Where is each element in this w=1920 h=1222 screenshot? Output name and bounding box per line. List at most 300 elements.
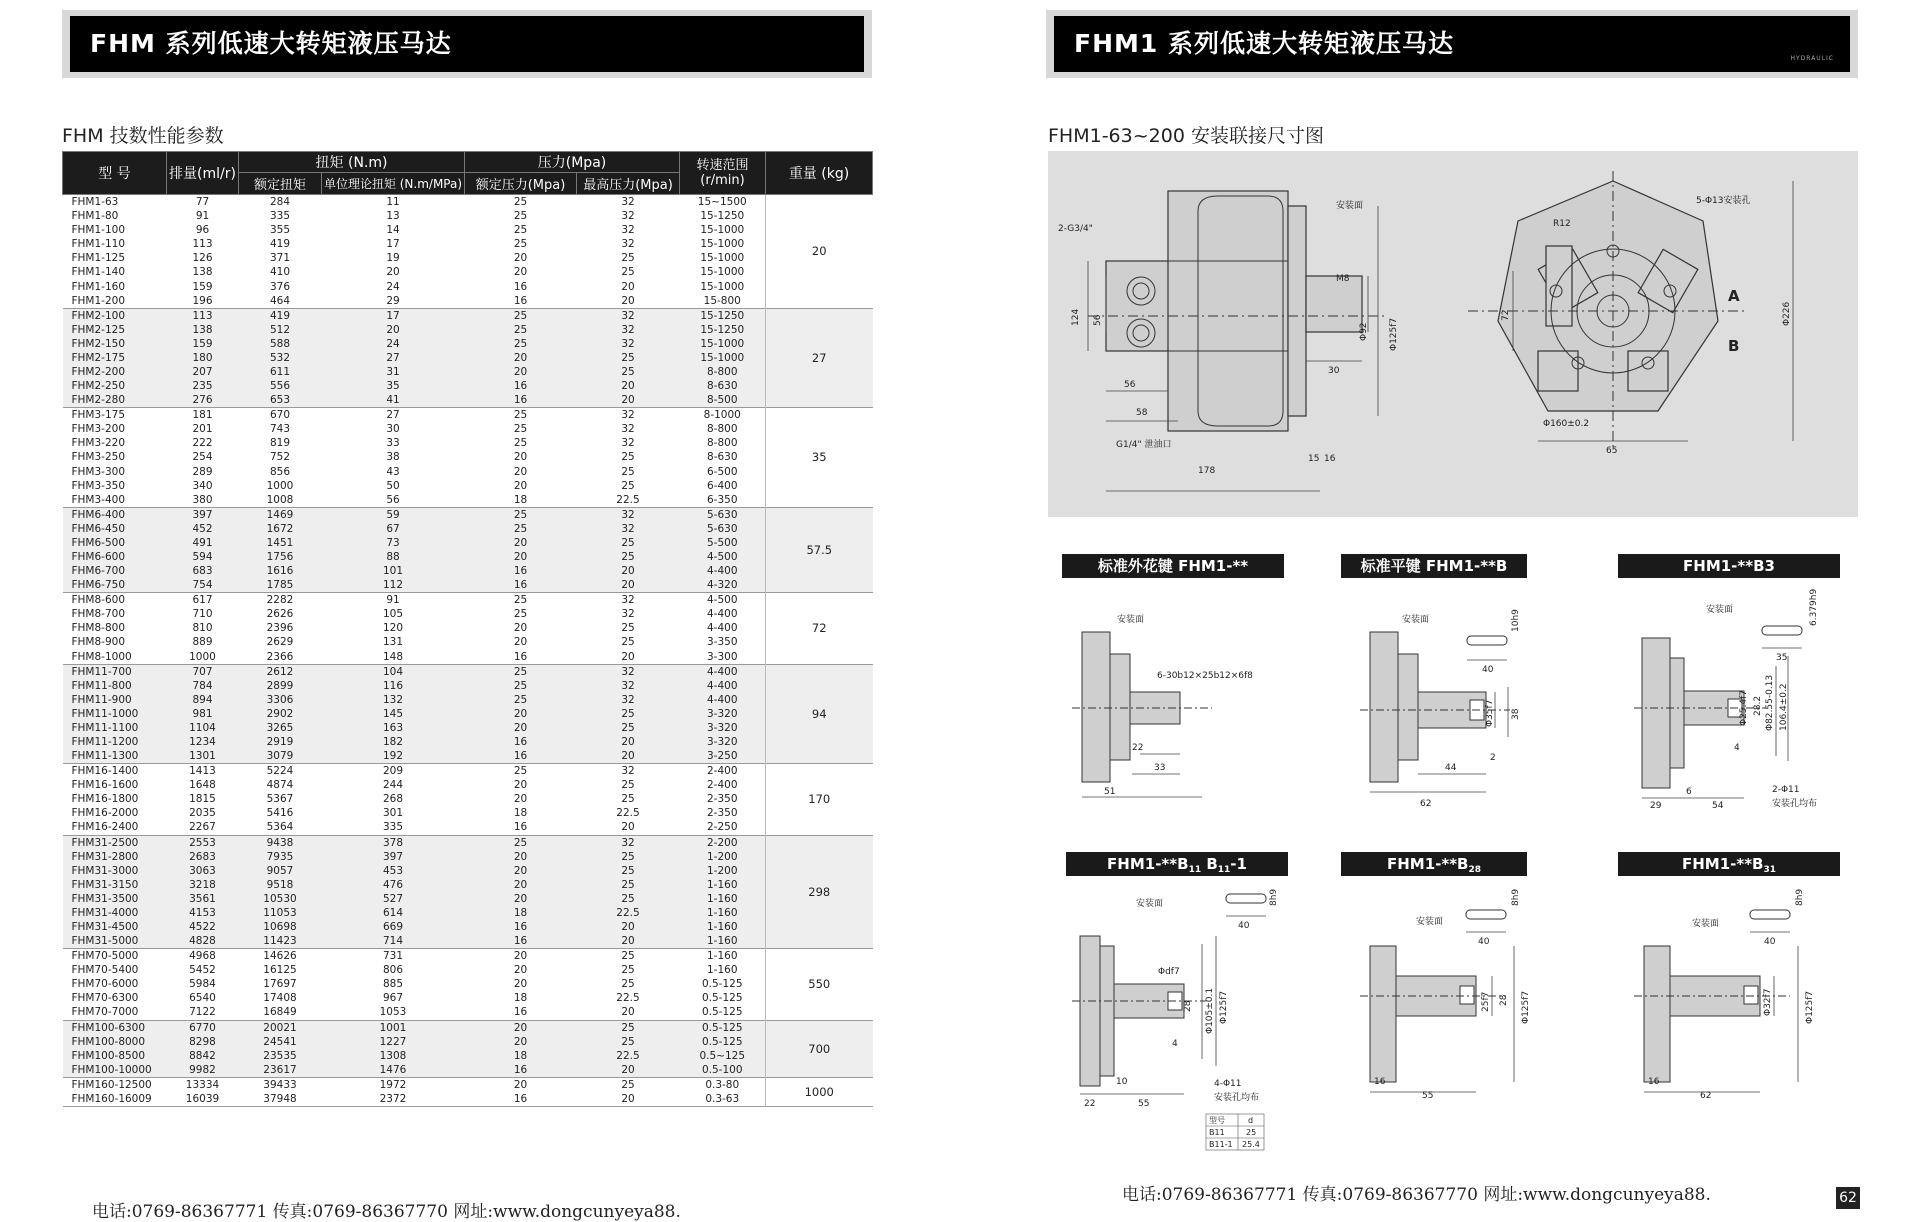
table-cell: 527 bbox=[322, 892, 465, 906]
label-holes: 5-Φ13安装孔 bbox=[1696, 196, 1751, 206]
mini-table-r1c2: 25 bbox=[1246, 1128, 1257, 1137]
table-cell: 670 bbox=[239, 408, 322, 423]
table-cell: 3265 bbox=[239, 721, 322, 735]
table-cell: 6770 bbox=[167, 1020, 239, 1035]
right-footer-contact: 电话:0769-86367771 传真:0769-86367770 网址:www.dongcunyeya88. bbox=[1122, 1185, 1711, 1205]
table-cell: FHM3-200 bbox=[71, 423, 126, 436]
table-cell: 1-160 bbox=[680, 934, 766, 949]
dim-r12: R12 bbox=[1553, 219, 1571, 229]
table-cell: FHM2-200 bbox=[63, 365, 167, 379]
table-cell: 32 bbox=[577, 693, 680, 707]
table-cell: 2396 bbox=[266, 622, 294, 635]
table-cell: FHM1-110 bbox=[71, 238, 126, 251]
variant-svg-6 bbox=[1630, 884, 1850, 1104]
table-cell: 20 bbox=[513, 978, 528, 991]
table-cell: FHM6-400 bbox=[63, 507, 167, 522]
table-cell: 138 bbox=[167, 323, 239, 337]
table-row bbox=[63, 693, 873, 707]
table-cell: 3-320 bbox=[680, 707, 766, 721]
table-cell: 37948 bbox=[263, 1092, 297, 1105]
table-cell: 20 bbox=[513, 793, 528, 806]
table-cell: 3218 bbox=[167, 878, 239, 892]
variant-svg-2 bbox=[1350, 592, 1550, 812]
table-cell: 378 bbox=[322, 835, 465, 850]
table-cell: 2919 bbox=[239, 735, 322, 749]
table-cell: 15-1250 bbox=[680, 308, 766, 323]
table-row bbox=[63, 536, 873, 550]
table-cell: 981 bbox=[167, 707, 239, 721]
table-cell: 39433 bbox=[239, 1077, 322, 1092]
table-cell: 222 bbox=[192, 437, 213, 450]
table-row bbox=[63, 223, 873, 237]
table-cell: FHM16-1600 bbox=[71, 779, 139, 792]
table-cell: 25 bbox=[465, 693, 577, 707]
table-cell: 20 bbox=[322, 323, 465, 337]
spec-table bbox=[62, 151, 873, 1107]
table-cell: 284 bbox=[269, 196, 291, 209]
table-cell: 24 bbox=[386, 280, 400, 293]
right-header-tag: HYDRAULIC bbox=[1790, 55, 1834, 62]
table-cell: 20 bbox=[577, 920, 680, 934]
v3-holes: 2-Φ11 bbox=[1772, 785, 1800, 795]
table-cell: 20 bbox=[621, 280, 635, 293]
table-cell: 25 bbox=[513, 224, 528, 237]
table-cell: 1104 bbox=[167, 721, 239, 735]
table-row bbox=[63, 806, 873, 820]
table-cell: 25 bbox=[621, 465, 635, 478]
weight-cell: 700 bbox=[766, 1020, 873, 1077]
table-cell: 126 bbox=[192, 252, 213, 265]
table-row bbox=[63, 464, 873, 478]
table-cell: 784 bbox=[167, 679, 239, 693]
table-row bbox=[63, 835, 873, 850]
table-cell: 4-400 bbox=[680, 679, 766, 693]
dim-16: 16 bbox=[1324, 454, 1336, 464]
table-cell: 20 bbox=[513, 622, 528, 635]
table-cell: 32 bbox=[577, 308, 680, 323]
table-cell: 16 bbox=[513, 650, 528, 663]
table-cell: 4-400 bbox=[680, 693, 766, 707]
table-cell: 5-630 bbox=[680, 507, 766, 522]
table-cell: 4-400 bbox=[706, 622, 738, 635]
table-cell: 25 bbox=[621, 479, 635, 492]
table-cell: 19 bbox=[386, 252, 400, 265]
table-cell: 410 bbox=[269, 266, 291, 279]
table-cell: FHM2-100 bbox=[63, 308, 167, 323]
v5-dim-16: 16 bbox=[1374, 1077, 1386, 1087]
table-cell: 25 bbox=[513, 210, 528, 223]
v2-dim-10h9: 10h9 bbox=[1511, 609, 1521, 632]
table-cell: 15~1500 bbox=[697, 196, 747, 209]
table-cell: 32 bbox=[577, 337, 680, 351]
table-cell: FHM160-16009 bbox=[71, 1092, 152, 1105]
table-cell: 96 bbox=[195, 224, 210, 237]
table-row bbox=[63, 564, 873, 578]
table-cell: 2035 bbox=[189, 807, 216, 820]
weight-cell: 20 bbox=[766, 195, 873, 309]
table-cell: 112 bbox=[322, 578, 465, 593]
v3-mount: 安装面 bbox=[1706, 605, 1734, 615]
table-cell: FHM6-500 bbox=[63, 536, 167, 550]
table-cell: 419 bbox=[269, 238, 291, 251]
table-cell: 1616 bbox=[239, 564, 322, 578]
table-cell: 20 bbox=[577, 578, 680, 593]
table-cell: 17 bbox=[322, 308, 465, 323]
table-cell: 20 bbox=[513, 451, 528, 464]
table-cell: 2-350 bbox=[706, 807, 738, 820]
table-cell: 17 bbox=[386, 238, 400, 251]
table-cell: 20 bbox=[577, 749, 680, 764]
table-cell: 20 bbox=[621, 821, 635, 834]
table-cell: 25 bbox=[513, 437, 528, 450]
table-cell: 856 bbox=[269, 465, 291, 478]
v4-dim-df7: Φdf7 bbox=[1158, 967, 1180, 977]
table-cell: 301 bbox=[382, 807, 404, 820]
weight-cell: 35 bbox=[766, 408, 873, 508]
table-cell: 10698 bbox=[239, 920, 322, 934]
table-cell: 669 bbox=[322, 920, 465, 934]
table-cell: 20 bbox=[513, 779, 528, 792]
table-row bbox=[63, 408, 873, 423]
table-cell: 2902 bbox=[239, 707, 322, 721]
table-cell: FHM1-140 bbox=[71, 266, 126, 279]
table-row bbox=[63, 963, 873, 977]
motor-port-block bbox=[1106, 261, 1178, 351]
table-cell: 1469 bbox=[239, 507, 322, 522]
table-cell: 25 bbox=[621, 622, 635, 635]
table-cell: 20 bbox=[465, 892, 577, 906]
dim-72: 72 bbox=[1501, 309, 1511, 321]
table-cell: 743 bbox=[269, 423, 291, 436]
table-cell: 16 bbox=[465, 564, 577, 578]
table-cell: 0.3-80 bbox=[680, 1077, 766, 1092]
v2-dim-62: 62 bbox=[1420, 799, 1432, 809]
table-cell: 116 bbox=[322, 679, 465, 693]
table-cell: 138 bbox=[192, 266, 213, 279]
table-cell: 2-400 bbox=[680, 764, 766, 779]
table-row bbox=[63, 379, 873, 393]
table-cell: 0.5-125 bbox=[680, 1020, 766, 1035]
table-cell: 88 bbox=[322, 550, 465, 564]
table-cell: 59 bbox=[322, 507, 465, 522]
table-cell: 20 bbox=[621, 294, 635, 307]
table-cell: 25 bbox=[577, 878, 680, 892]
dim-226: Φ226 bbox=[1782, 301, 1792, 326]
table-cell: 25 bbox=[577, 1035, 680, 1049]
table-row bbox=[63, 1049, 873, 1063]
table-cell: 1-200 bbox=[680, 864, 766, 878]
v5-dim-25f7: 25f7 bbox=[1481, 991, 1491, 1012]
table-cell: 16 bbox=[465, 934, 577, 949]
table-cell: 4522 bbox=[167, 920, 239, 934]
table-cell: FHM6-700 bbox=[63, 564, 167, 578]
table-cell: 254 bbox=[192, 451, 213, 464]
table-cell: 25 bbox=[577, 365, 680, 379]
mini-table-h1: 型号 bbox=[1209, 1116, 1225, 1125]
table-row bbox=[63, 337, 873, 351]
v2-dim-2: 2 bbox=[1490, 753, 1496, 763]
v5-mount: 安装面 bbox=[1416, 917, 1444, 927]
table-cell: 20 bbox=[621, 1092, 635, 1105]
table-cell: 25 bbox=[465, 323, 577, 337]
table-cell: 3306 bbox=[239, 693, 322, 707]
table-cell: 2626 bbox=[266, 608, 294, 621]
table-cell: 25 bbox=[513, 238, 528, 251]
v3-dim-4: 4 bbox=[1734, 743, 1740, 753]
table-cell: 32 bbox=[577, 507, 680, 522]
table-cell: 16 bbox=[465, 749, 577, 764]
table-cell: 16 bbox=[513, 294, 528, 307]
table-cell: 67 bbox=[322, 522, 465, 536]
table-cell: 27 bbox=[322, 351, 465, 365]
v3-dim-1064: 106.4±0.2 bbox=[1779, 683, 1789, 731]
table-cell: 101 bbox=[322, 564, 465, 578]
v1-spline: 6-30b12×25b12×6f8 bbox=[1157, 671, 1253, 681]
table-row bbox=[63, 522, 873, 536]
table-row bbox=[63, 294, 873, 309]
table-cell: 819 bbox=[269, 437, 291, 450]
table-cell: 32 bbox=[621, 437, 635, 450]
table-cell: FHM31-3150 bbox=[63, 878, 167, 892]
variant-label-3: FHM1-**B3 bbox=[1618, 554, 1840, 578]
table-cell: 614 bbox=[322, 906, 465, 920]
table-cell: 22.5 bbox=[577, 1049, 680, 1063]
dim-15: 15 bbox=[1308, 454, 1320, 464]
table-cell: 532 bbox=[239, 351, 322, 365]
v4-mount: 安装面 bbox=[1136, 899, 1164, 909]
v2-mount: 安装面 bbox=[1402, 615, 1430, 625]
table-cell: FHM16-2000 bbox=[71, 807, 139, 820]
main-installation-drawing bbox=[1048, 151, 1858, 517]
table-cell: 25 bbox=[577, 850, 680, 864]
table-row bbox=[63, 735, 873, 749]
table-cell: 33 bbox=[386, 437, 400, 450]
table-cell: 132 bbox=[322, 693, 465, 707]
table-row bbox=[63, 237, 873, 251]
table-cell: 3079 bbox=[239, 749, 322, 764]
table-cell: 29 bbox=[386, 294, 400, 307]
table-cell: 25 bbox=[465, 679, 577, 693]
table-row bbox=[63, 906, 873, 920]
table-row bbox=[63, 450, 873, 464]
table-cell: 22.5 bbox=[616, 992, 640, 1005]
table-cell: 397 bbox=[167, 507, 239, 522]
table-cell: 25 bbox=[577, 949, 680, 964]
left-header-bar bbox=[62, 10, 872, 78]
table-cell: 731 bbox=[322, 949, 465, 964]
table-cell: 355 bbox=[269, 224, 291, 237]
weight-cell: 550 bbox=[766, 949, 873, 1020]
table-cell: 1301 bbox=[167, 749, 239, 764]
table-cell: FHM2-280 bbox=[63, 393, 167, 408]
table-cell: 15-1000 bbox=[680, 337, 766, 351]
v3-dim-282: 28.2 bbox=[1753, 695, 1763, 716]
weight-cell: 27 bbox=[766, 308, 873, 408]
table-cell: 15-800 bbox=[703, 294, 741, 307]
table-row bbox=[63, 1035, 873, 1049]
table-cell: 752 bbox=[269, 451, 291, 464]
table-cell: FHM70-6300 bbox=[71, 992, 139, 1005]
table-cell: 1-160 bbox=[706, 964, 738, 977]
table-cell: 25 bbox=[577, 1077, 680, 1092]
dim-178: 178 bbox=[1198, 466, 1216, 476]
variant-drawing-1 bbox=[1062, 592, 1292, 812]
dim-58: 58 bbox=[1136, 408, 1148, 418]
table-cell: 9438 bbox=[239, 835, 322, 850]
table-cell: 18 bbox=[465, 906, 577, 920]
table-cell: FHM11-1200 bbox=[63, 735, 167, 749]
header-model: 型 号 bbox=[63, 152, 167, 195]
table-cell: FHM3-175 bbox=[63, 408, 167, 423]
table-cell: 806 bbox=[382, 964, 404, 977]
table-cell: 5367 bbox=[266, 793, 294, 806]
v2-dim-35f7: Φ35f7 bbox=[1485, 699, 1495, 727]
table-cell: FHM8-800 bbox=[71, 622, 126, 635]
table-row bbox=[63, 1020, 873, 1035]
v4-holes-note: 安装孔均布 bbox=[1214, 1093, 1260, 1103]
table-cell: 11423 bbox=[239, 934, 322, 949]
table-cell: 25 bbox=[621, 779, 635, 792]
table-cell: 145 bbox=[322, 707, 465, 721]
v5-dim-8h9: 8h9 bbox=[1511, 888, 1521, 906]
table-cell: 25 bbox=[577, 721, 680, 735]
table-cell: FHM11-800 bbox=[63, 679, 167, 693]
table-cell: 268 bbox=[382, 793, 404, 806]
table-cell: 4153 bbox=[167, 906, 239, 920]
header-rated-pressure: 额定压力(Mpa) bbox=[465, 173, 577, 195]
table-row bbox=[63, 635, 873, 649]
header-unit-torque: 单位理论扭矩 (N.m/MPa) bbox=[322, 173, 465, 195]
table-cell: FHM70-5000 bbox=[63, 949, 167, 964]
table-cell: 16 bbox=[465, 393, 577, 408]
table-cell: 209 bbox=[322, 764, 465, 779]
table-row bbox=[63, 892, 873, 906]
dim-30: 30 bbox=[1328, 366, 1340, 376]
table-cell: 653 bbox=[239, 393, 322, 408]
table-cell: FHM2-150 bbox=[63, 337, 167, 351]
table-cell: 91 bbox=[195, 210, 210, 223]
table-cell: 16 bbox=[465, 578, 577, 593]
table-cell: 4-500 bbox=[680, 550, 766, 564]
table-cell: 1-200 bbox=[680, 850, 766, 864]
table-cell: 120 bbox=[382, 622, 404, 635]
table-cell: 25 bbox=[577, 550, 680, 564]
table-cell: 1785 bbox=[239, 578, 322, 593]
table-row bbox=[63, 991, 873, 1005]
table-cell: 201 bbox=[192, 423, 213, 436]
port-label-b: B bbox=[1728, 337, 1740, 355]
table-cell: 8842 bbox=[167, 1049, 239, 1063]
table-cell: 17408 bbox=[263, 992, 297, 1005]
table-cell: 20 bbox=[577, 735, 680, 749]
table-cell: 1227 bbox=[322, 1035, 465, 1049]
table-cell: 20 bbox=[513, 266, 528, 279]
table-cell: 289 bbox=[192, 465, 213, 478]
table-cell: FHM11-700 bbox=[63, 664, 167, 679]
table-cell: 3-320 bbox=[680, 735, 766, 749]
table-cell: 5224 bbox=[239, 764, 322, 779]
table-cell: 159 bbox=[167, 337, 239, 351]
table-cell: FHM31-4000 bbox=[63, 906, 167, 920]
table-cell: 32 bbox=[577, 835, 680, 850]
table-cell: 3-300 bbox=[706, 650, 738, 663]
table-cell: 196 bbox=[192, 294, 213, 307]
table-cell: 1476 bbox=[322, 1063, 465, 1078]
table-row bbox=[63, 195, 873, 210]
table-cell: 20 bbox=[465, 1035, 577, 1049]
table-cell: 23617 bbox=[239, 1063, 322, 1078]
header-speed: 转速范围 (r/min) bbox=[680, 152, 766, 195]
table-cell: 1-160 bbox=[680, 892, 766, 906]
table-cell: 8-500 bbox=[680, 393, 766, 408]
table-cell: FHM31-5000 bbox=[63, 934, 167, 949]
table-cell: FHM31-3500 bbox=[63, 892, 167, 906]
table-row bbox=[63, 864, 873, 878]
table-cell: 11053 bbox=[239, 906, 322, 920]
table-cell: 181 bbox=[167, 408, 239, 423]
table-cell: 22.5 bbox=[577, 906, 680, 920]
table-cell: 41 bbox=[322, 393, 465, 408]
table-cell: 13334 bbox=[167, 1077, 239, 1092]
table-cell: 611 bbox=[239, 365, 322, 379]
table-cell: FHM6-450 bbox=[63, 522, 167, 536]
table-cell: 556 bbox=[239, 379, 322, 393]
page-number: 62 bbox=[1836, 1187, 1860, 1209]
mini-table-r2c2: 25.4 bbox=[1242, 1140, 1260, 1149]
table-cell: 7122 bbox=[189, 1006, 216, 1019]
table-cell: 77 bbox=[195, 196, 210, 209]
table-row bbox=[63, 436, 873, 450]
dim-124: 124 bbox=[1071, 308, 1081, 326]
table-cell: 148 bbox=[382, 650, 404, 663]
table-cell: 16039 bbox=[185, 1092, 220, 1105]
table-cell: FHM100-8000 bbox=[63, 1035, 167, 1049]
variant-svg-1 bbox=[1062, 592, 1292, 812]
table-cell: 6-500 bbox=[706, 465, 738, 478]
table-cell: 16 bbox=[513, 1006, 528, 1019]
table-cell: 0.5-125 bbox=[680, 1035, 766, 1049]
table-cell: 3-250 bbox=[680, 749, 766, 764]
table-cell: 1-160 bbox=[680, 920, 766, 934]
table-cell: 35 bbox=[322, 379, 465, 393]
table-cell: 453 bbox=[322, 864, 465, 878]
table-cell: 0.5-125 bbox=[701, 978, 743, 991]
table-cell: FHM16-1800 bbox=[71, 793, 139, 806]
table-cell: 25 bbox=[577, 864, 680, 878]
table-cell: 397 bbox=[322, 850, 465, 864]
table-cell: 452 bbox=[167, 522, 239, 536]
table-cell: 25 bbox=[621, 978, 635, 991]
table-cell: 335 bbox=[269, 210, 291, 223]
table-cell: 20 bbox=[465, 536, 577, 550]
table-cell: 20 bbox=[465, 550, 577, 564]
table-cell: 276 bbox=[167, 393, 239, 408]
table-cell: 10530 bbox=[239, 892, 322, 906]
table-cell: 8-630 bbox=[706, 451, 738, 464]
label-drain: G1/4" 泄油口 bbox=[1116, 440, 1172, 450]
table-cell: 25 bbox=[465, 664, 577, 679]
table-cell: 683 bbox=[167, 564, 239, 578]
variant-drawing-5 bbox=[1346, 884, 1556, 1104]
v3-dim-6379h9: 6.379h9 bbox=[1809, 588, 1819, 626]
table-cell: FHM16-1400 bbox=[63, 764, 167, 779]
table-cell: 8-800 bbox=[706, 437, 738, 450]
table-cell: FHM11-900 bbox=[63, 693, 167, 707]
table-cell: 20 bbox=[513, 465, 528, 478]
table-row bbox=[63, 949, 873, 964]
header-rated-torque: 额定扭矩 bbox=[239, 173, 322, 195]
dim-m8: M8 bbox=[1336, 274, 1350, 284]
